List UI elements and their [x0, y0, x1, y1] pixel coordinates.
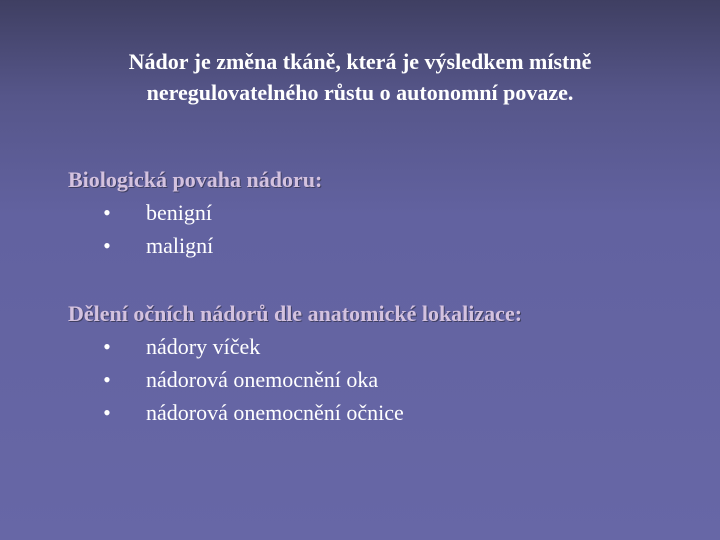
list-item	[68, 196, 322, 229]
section-heading: Biologická povaha nádoru:	[68, 167, 323, 192]
definition-text	[40, 46, 680, 108]
bullet-icon: •	[103, 233, 111, 258]
list-item	[68, 330, 538, 363]
list-item-label: nádory víček	[146, 334, 261, 359]
biological-nature-section	[68, 163, 322, 262]
anatomical-localization-section	[68, 297, 538, 429]
bullet-icon: •	[103, 367, 111, 392]
list-item-label: maligní	[146, 233, 214, 258]
list-item-label: benigní	[146, 200, 212, 225]
list-item	[68, 363, 538, 396]
bullet-icon: •	[103, 200, 111, 225]
list-item-label: nádorová onemocnění očnice	[146, 400, 404, 425]
bullet-icon: •	[103, 334, 111, 359]
bullet-icon: •	[103, 400, 111, 425]
list-item-label: nádorová onemocnění oka	[146, 367, 379, 392]
definition-line-1: Nádor je změna tkáně, která je výsledkem místně	[128, 49, 592, 74]
definition-line-2: neregulovatelného růstu o autonomní povaze.	[146, 80, 574, 105]
list-item	[68, 396, 538, 429]
list-item	[68, 229, 322, 262]
section-heading: Dělení očních nádorů dle anatomické lokalizace:	[68, 301, 523, 326]
